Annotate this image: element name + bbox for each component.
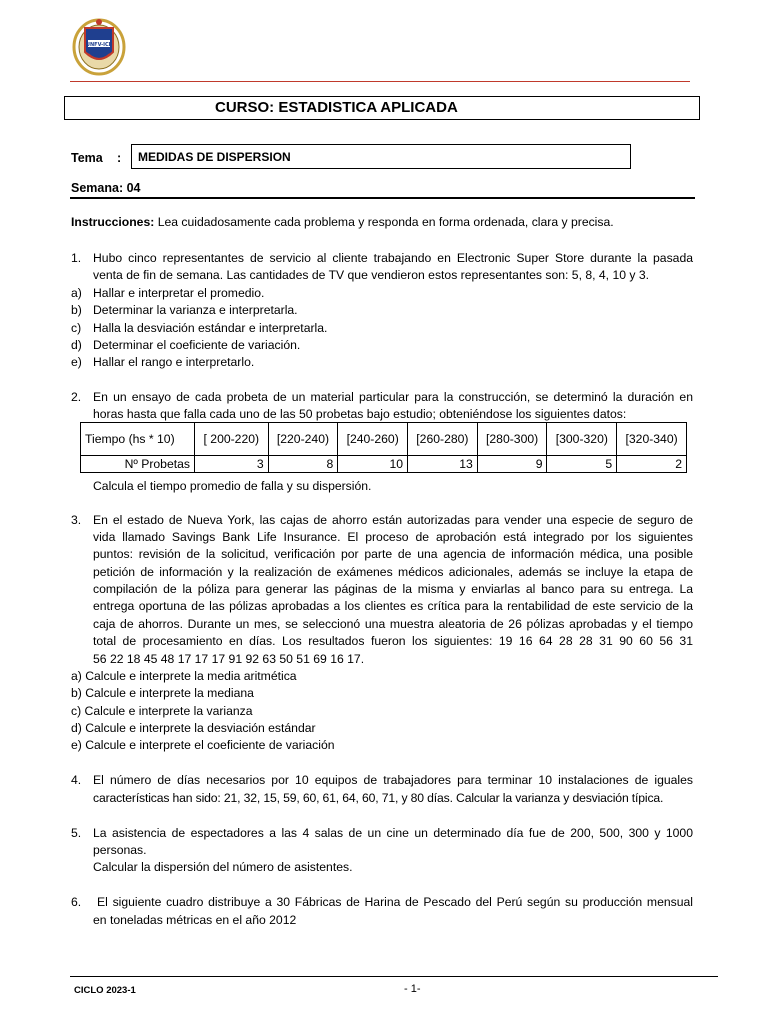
tema-value: MEDIDAS DE DISPERSION [131,144,631,169]
problem-3-line: entrega oportuna de las pólizas aprobadas a los clientes es crítica para la rentabilidad de este servicio de la [93,599,693,613]
table-interval: [220-240) [268,423,338,456]
problem-6-line-2: en toneladas métricas en el año 2012 [93,913,297,927]
problem-2-line-1: En un ensayo de cada probeta de un material particular para la construcción, se determinó la duración en [93,390,693,404]
problem-1-line-2: venta de fin de semana. Las cantidades de TV que vendieron estos representantes son: 5, 8, 4, 10 y 3. [93,268,650,282]
problem-5-line-1: La asistencia de espectadores a las 4 salas de un cine un determinado día fue de 200, 500, 300 y 1000 [93,826,693,840]
problem-4-line-2: características han sido: 21, 32, 15, 59, 60, 61, 64, 60, 71, y 80 días. Calcular la varianza y desviación típica. [93,791,664,805]
p1-item-text: Hallar e interpretar el promedio. [93,286,265,300]
logo-text: UNFV-ICE [85,42,113,48]
semana-rule [70,197,695,199]
problem-1-number: 1. [71,251,82,265]
tema-colon: : [117,151,122,165]
problem-4-number: 4. [71,773,82,787]
table-header-row [81,423,687,456]
p1-item-text: Hallar el rango e interpretarlo. [93,355,255,369]
table-row [81,456,687,473]
problem-3-number: 3. [71,513,82,527]
table-interval: [ 200-220) [195,423,269,456]
p1-item-letter: d) [71,338,82,352]
problem-6-line-1: El siguiente cuadro distribuye a 30 Fábricas de Harina de Pescado del Perú según su producción mensual [97,895,693,909]
problem-3-line: caja de ahorros. Durante un mes, se seleccionó una muestra aleatoria de 26 pólizas aprobadas y el tiempo [93,617,693,631]
header-rule [70,81,690,82]
p3-item: c) Calcule e interprete la varianza [71,704,253,718]
table-interval: [280-300) [477,423,547,456]
problem-5-number: 5. [71,826,82,840]
table-cell: 2 [617,456,687,473]
instructions-text: Lea cuidadosamente cada problema y responda en forma ordenada, clara y precisa. [154,215,614,229]
footer-ciclo: CICLO 2023-1 [74,985,136,996]
problem-3-line: petición de información y la realización de exámenes médicos adicionales, además se incluye la etapa de [93,565,693,579]
p3-item: e) Calcule e interprete el coeficiente de variación [71,738,335,752]
problem-2-after: Calcula el tiempo promedio de falla y su dispersión. [93,479,372,493]
problem-3-line: puntos: revisión de la solicitud, verificación por parte de una agencia de información médica, una posible [93,547,693,561]
p1-item-letter: e) [71,355,82,369]
table-interval: [260-280) [408,423,478,456]
problem-5-line-2: personas. [93,843,147,857]
table-interval: [240-260) [338,423,408,456]
tema-label: Tema [71,151,103,165]
problem-4-line-1: El número de días necesarios por 10 equipos de trabajadores para terminar 10 instalaciones de iguales [93,773,693,787]
course-title-box [64,96,700,120]
table-cell: 3 [195,456,269,473]
university-logo [72,14,126,76]
probetas-table [80,422,687,473]
p3-item: b) Calcule e interprete la mediana [71,686,254,700]
university-crest-icon [72,14,126,76]
problem-1-line-1: Hubo cinco representantes de servicio al cliente trabajando en Electronic Super Store durante la pasada [93,251,693,265]
p1-item-text: Determinar el coeficiente de variación. [93,338,301,352]
footer-page-number: - 1- [404,983,421,995]
p1-item-text: Determinar la varianza e interpretarla. [93,303,298,317]
course-title: CURSO: ESTADISTICA APLICADA [215,99,458,116]
footer-rule [70,976,718,977]
problem-6-number: 6. [71,895,82,909]
problem-3-line: vida llamado Savings Bank Life Insurance. El proceso de aprobación está integrado por los siguientes [93,530,693,544]
p1-item-text: Halla la desviación estándar e interpretarla. [93,321,328,335]
table-cell: 10 [338,456,408,473]
table-cell: 5 [547,456,617,473]
p1-item-letter: c) [71,321,82,335]
table-header-label: Tiempo (hs * 10) [81,423,195,456]
problem-2-line-2: horas hasta que falla cada uno de las 50 probetas bajo estudio; obteniéndose los siguientes datos: [93,407,627,421]
table-cell: 8 [268,456,338,473]
p1-item-letter: b) [71,303,82,317]
problem-5-line-3: Calcular la dispersión del número de asistentes. [93,860,353,874]
instructions [71,214,701,231]
p3-item: d) Calcule e interprete la desviación estándar [71,721,316,735]
table-row-label: Nº Probetas [81,456,195,473]
problem-3-line: total de procesamiento en días. Los resultados fueron los siguientes: 19 16 64 28 28 31 90 60 56 31 [93,634,693,648]
semana-label: Semana: 04 [71,181,141,195]
instructions-label: Instrucciones: [71,215,155,229]
table-cell: 9 [477,456,547,473]
p3-item: a) Calcule e interprete la media aritmética [71,669,297,683]
problem-3-last-line: 56 22 18 45 48 17 17 17 91 92 63 50 51 69 16 17. [93,652,365,666]
p1-item-letter: a) [71,286,82,300]
table-cell: 13 [408,456,478,473]
table-interval: [300-320) [547,423,617,456]
problem-3-line: En el estado de Nueva York, las cajas de ahorro están autorizadas para vender una especie de seguro de [93,513,693,527]
table-interval: [320-340) [617,423,687,456]
problem-2-number: 2. [71,390,82,404]
problem-3-line: compilación de la póliza para generar las páginas de la misma y enviarlas al banco para su entrega. La [93,582,693,596]
